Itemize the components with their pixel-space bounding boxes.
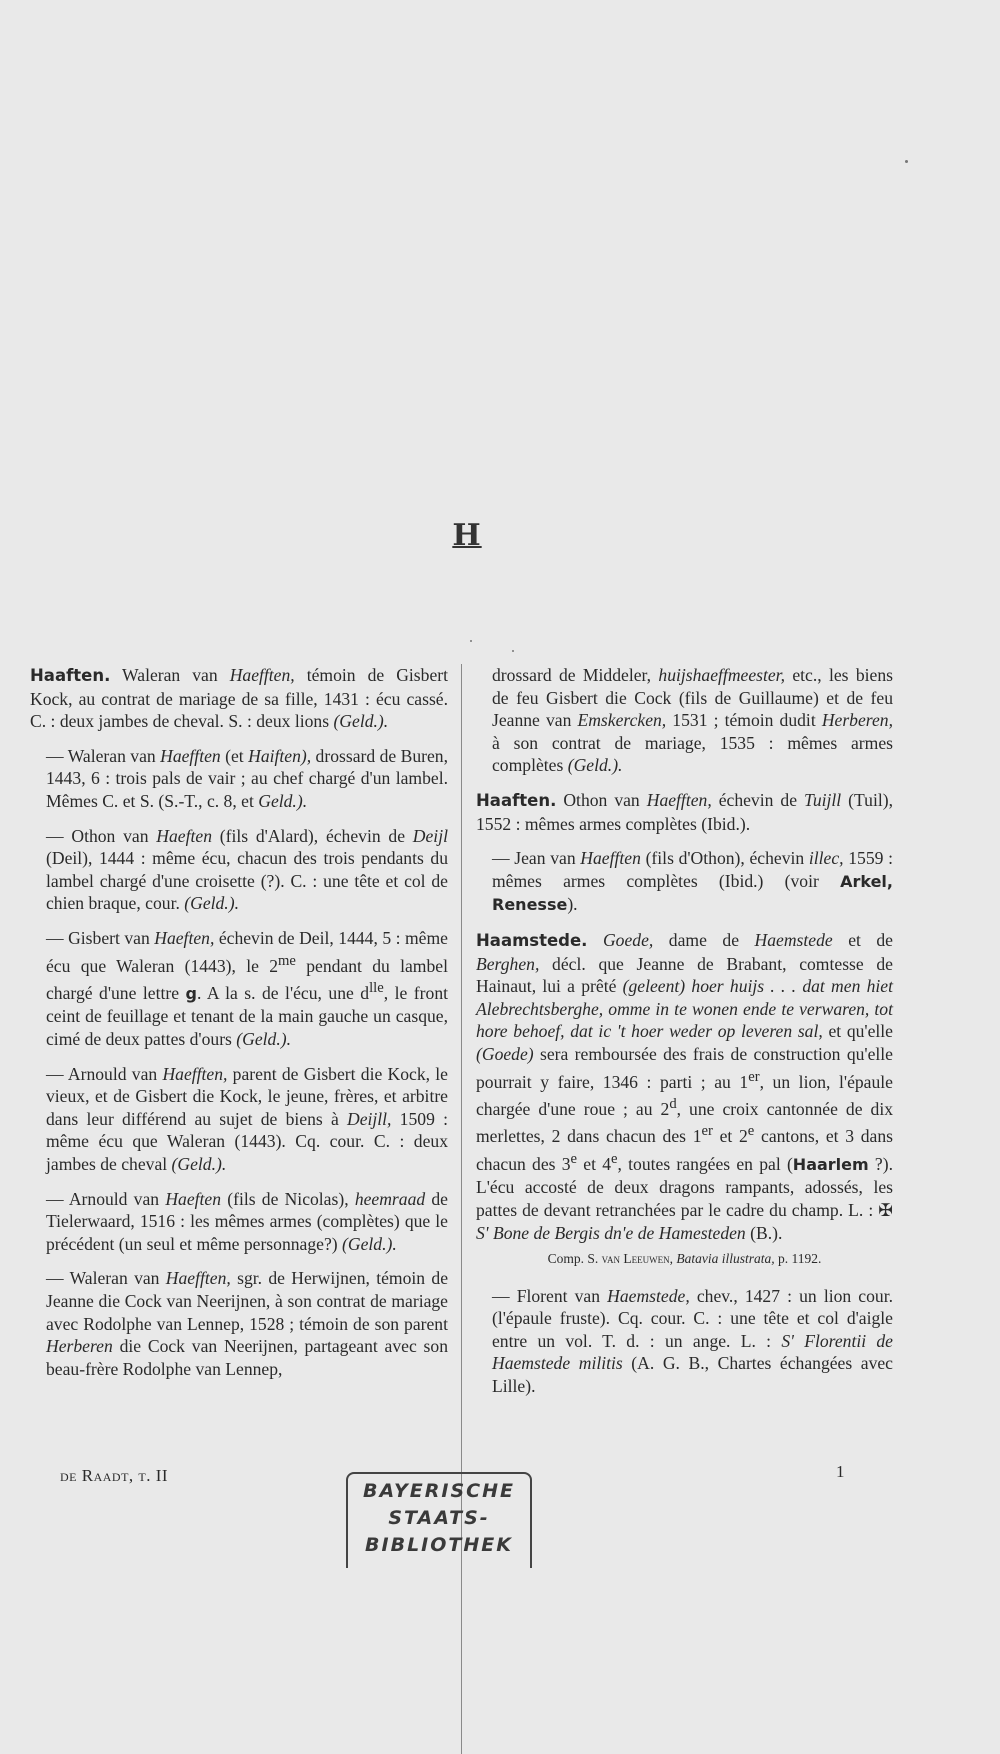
- name-italic: Haefften: [160, 745, 221, 766]
- text: — Waleran van: [46, 1268, 166, 1289]
- text: (Tuil), 1552 : mêmes armes complètes (Ibid.).: [476, 789, 893, 834]
- text: pendant du lambel chargé d'une lettre: [46, 955, 448, 1003]
- text: Waleran van: [110, 665, 230, 685]
- place-italic: Deijl: [412, 825, 448, 846]
- entry-haamstede-goede-1346: [476, 929, 893, 1244]
- source-ref: (Geld.).: [236, 1029, 292, 1050]
- column-divider: [461, 664, 462, 1754]
- name-italic: Emskercken,: [577, 710, 667, 731]
- title-italic: heemraad: [354, 1188, 426, 1209]
- text: cantons, et 3 dans chacun des 3: [476, 1126, 893, 1174]
- name-italic: Haefften,: [162, 1063, 228, 1084]
- name-italic: Haefften,: [646, 789, 712, 810]
- entry-haaften-othon-1552: [476, 789, 893, 835]
- superscript: lle: [369, 979, 384, 996]
- superscript: me: [278, 952, 296, 969]
- name-italic: Goede,: [602, 929, 654, 950]
- text: — Othon van: [46, 825, 157, 846]
- place-italic: Berghen,: [476, 953, 540, 974]
- text: Comp. S.: [547, 1251, 602, 1267]
- stamp-line: BIBLIOTHEK: [365, 1534, 513, 1556]
- word-italic: illec,: [808, 848, 844, 869]
- text: dame de: [653, 929, 755, 950]
- text: sgr. de Herwijnen, témoin de Jeanne die Cock van Neerijnen, à son contrat de mariage avec Rodolphe van Lennep, 1528 ; témoin de son parent: [46, 1268, 449, 1334]
- text: à son contrat de mariage, 1535 : mêmes armes complètes: [492, 732, 893, 776]
- superscript: e: [747, 1123, 755, 1140]
- text: 1531 ; témoin dudit: [666, 710, 822, 731]
- text: témoin de Gisbert Kock, au contrat de mariage de sa fille, 1431 : écu cassé. C. : deux jambes de cheval. S. : deux lions: [30, 665, 448, 732]
- name-italic: Haeften,: [154, 927, 215, 948]
- superscript: er: [748, 1068, 760, 1085]
- text: ,: [669, 1251, 677, 1267]
- entry-othon-1444: [30, 825, 448, 915]
- source-ref: (Geld.).: [567, 755, 623, 776]
- superscript: er: [701, 1123, 713, 1140]
- gothic-letter: g: [185, 983, 197, 1003]
- paper-speck: [470, 640, 472, 642]
- entry-heading: Haamstede.: [476, 930, 588, 950]
- text: [587, 930, 603, 950]
- text: ).: [567, 894, 578, 915]
- cross-reference: Arkel, Renesse: [492, 871, 893, 915]
- text: . A la s. de l'écu, une d: [196, 982, 370, 1003]
- library-stamp: [346, 1472, 532, 1568]
- text: et qu'elle: [822, 1021, 893, 1042]
- source-ref: (Geld.).: [171, 1154, 227, 1174]
- text: drossard de Buren, 1443, 6 : trois pals de vair ; au chef chargé d'un lambel. Mêmes C. et S. (S.-T., c. 8, et: [46, 745, 449, 811]
- text: , le front ceint de feuillage et tenant de la main gauche un casque, cimé de deux pattes d'ours: [46, 982, 448, 1050]
- author-smallcaps: van Leeuwen: [601, 1251, 670, 1267]
- title-italic: Batavia illustrata,: [676, 1251, 775, 1267]
- name-italic: (Goede): [476, 1043, 534, 1064]
- reference-note: [476, 1248, 893, 1271]
- text: (fils d'Alard), échevin de: [212, 825, 413, 846]
- text: 1559 : mêmes armes complètes (Ibid.) (voir: [492, 848, 893, 891]
- paper-speck: [512, 650, 514, 652]
- text: — Arnould van: [46, 1063, 163, 1084]
- section-letter: H: [452, 518, 482, 553]
- entry-continuation-1531: [476, 664, 893, 777]
- stamp-line: BAYERISCHE: [363, 1480, 515, 1502]
- entry-waleran-1528: [30, 1267, 448, 1380]
- quote-italic: (geleent) hoer huijs . . . dat men hiet Alebrechtsberghe, omme in te wonen ende te verwaren, tot hore behoef, dat ic 't hoer weder op leveren sal,: [476, 976, 893, 1042]
- footer-author: de Raadt, t. II: [60, 1466, 169, 1485]
- cross-reference: Haarlem: [792, 1154, 869, 1174]
- place-italic: Tuijll: [804, 789, 842, 810]
- text: échevin de Deil, 1444, 5 : même écu que Waleran (1443), le 2: [46, 927, 448, 976]
- text: Othon van: [556, 789, 647, 810]
- source-ref: (Geld.).: [333, 711, 389, 732]
- text: (A. G. B., Chartes échangées avec Lille).: [492, 1353, 893, 1397]
- text: 1509 : même écu que Waleran (1443). Cq. cour. C. : deux jambes de cheval: [46, 1108, 448, 1174]
- name-italic: Haemstede,: [607, 1285, 690, 1306]
- name-italic: Haeften: [156, 825, 212, 846]
- entry-jean-1559: [476, 847, 893, 917]
- text: échevin de: [711, 789, 805, 810]
- text: (B.).: [745, 1222, 783, 1243]
- entry-gisbert-1444: [30, 927, 448, 1051]
- page-number: 1: [836, 1462, 845, 1481]
- name-italic: Haeften: [165, 1188, 222, 1209]
- name-italic: Haefften,: [165, 1268, 231, 1289]
- place-italic: Haemstede: [754, 929, 833, 950]
- source-ref: (Geld.).: [342, 1233, 397, 1254]
- text: — Gisbert van: [46, 927, 155, 948]
- text: (fils d'Othon), échevin: [640, 848, 809, 869]
- text: décl. que Jeanne de Brabant, comtesse de Hainaut, lui a prêté: [476, 953, 893, 997]
- legend-italic: S' Florentii de Haemstede militis: [492, 1330, 893, 1374]
- name-italic: Haefften: [580, 848, 641, 869]
- superscript: d: [669, 1095, 677, 1112]
- text: , un lion, l'épaule chargée d'une roue ; au 2: [476, 1071, 893, 1119]
- place-italic: Deijll,: [346, 1108, 392, 1129]
- text: — Arnould van: [46, 1188, 166, 1209]
- text: sera remboursée des frais de construction qu'elle pourrait y faire, 1346 : parti ; au 1: [476, 1043, 893, 1092]
- text: parent de Gisbert die Kock, le vieux, et de Gisbert die Kock, le jeune, frères, et arbitre dans leur différend au sujet de biens à: [46, 1063, 448, 1129]
- source-ref: Geld.).: [258, 790, 308, 811]
- text: ?). L'écu accosté de deux dragons rampants, adossés, les pattes de devant retranchées par le cadre du champ. L. : ✠: [476, 1153, 893, 1220]
- entry-arnould-1509: [30, 1063, 448, 1176]
- text: et 4: [577, 1153, 612, 1174]
- superscript: e: [570, 1150, 578, 1167]
- title-italic: huijshaeffmeester,: [658, 665, 785, 685]
- text: — Waleran van: [46, 745, 161, 766]
- text: — Florent van: [492, 1285, 608, 1306]
- entry-haaften-waleran-1431: [30, 664, 448, 733]
- name-italic: Herberen: [46, 1336, 113, 1357]
- text: — Jean van: [492, 848, 581, 869]
- text: die Cock van Neerijnen, partageant avec son beau-frère Rodolphe van Lennep,: [46, 1336, 448, 1379]
- text: chev., 1427 : un lion cour. (l'épaule fruste). Cq. cour. C. : une tête et col d'aigle entre un vol. T. d. : un ange. L. :: [492, 1285, 894, 1351]
- text: et 2: [712, 1126, 748, 1147]
- text: , toutes rangées en pal (: [617, 1153, 793, 1174]
- text: drossard de Middeler,: [492, 665, 659, 685]
- stamp-line: STAATS-: [388, 1507, 490, 1529]
- text: (Deil), 1444 : même écu, chacun des trois pendants du lambel chargé d'une croisette (?). C. : une tête et col de chien braque, cour.: [46, 848, 448, 914]
- name-italic: Haefften,: [229, 665, 295, 685]
- left-column: [30, 664, 448, 1392]
- entry-arnould-1516: [30, 1188, 448, 1256]
- text: (et: [220, 745, 249, 766]
- entry-heading: Haaften.: [476, 790, 557, 810]
- text: (fils de Nicolas),: [221, 1188, 355, 1209]
- entry-waleran-1443: [30, 745, 448, 813]
- legend-italic: S' Bone de Bergis dn'e de Hamesteden: [476, 1222, 746, 1243]
- name-italic: Herberen,: [821, 710, 893, 731]
- text: etc., les biens de feu Gisbert die Cock (fils de Guillaume) et de feu Jeanne van: [492, 665, 893, 731]
- right-column: [476, 664, 893, 1410]
- source-ref: (Geld.).: [184, 893, 239, 914]
- entry-heading: Haaften.: [30, 666, 111, 685]
- name-italic: Haiften),: [248, 745, 312, 766]
- text: et de: [832, 929, 893, 950]
- text: p. 1192.: [774, 1251, 822, 1267]
- paper-speck: [905, 160, 908, 163]
- superscript: e: [611, 1150, 618, 1167]
- text: , une croix cantonnée de dix merlettes, 2 dans chacun des 1: [476, 1098, 893, 1147]
- entry-florent-1427: [476, 1285, 893, 1398]
- text: de Tielerwaard, 1516 : les mêmes armes (complètes) que le précédent (un seul et même personnage?): [46, 1188, 448, 1254]
